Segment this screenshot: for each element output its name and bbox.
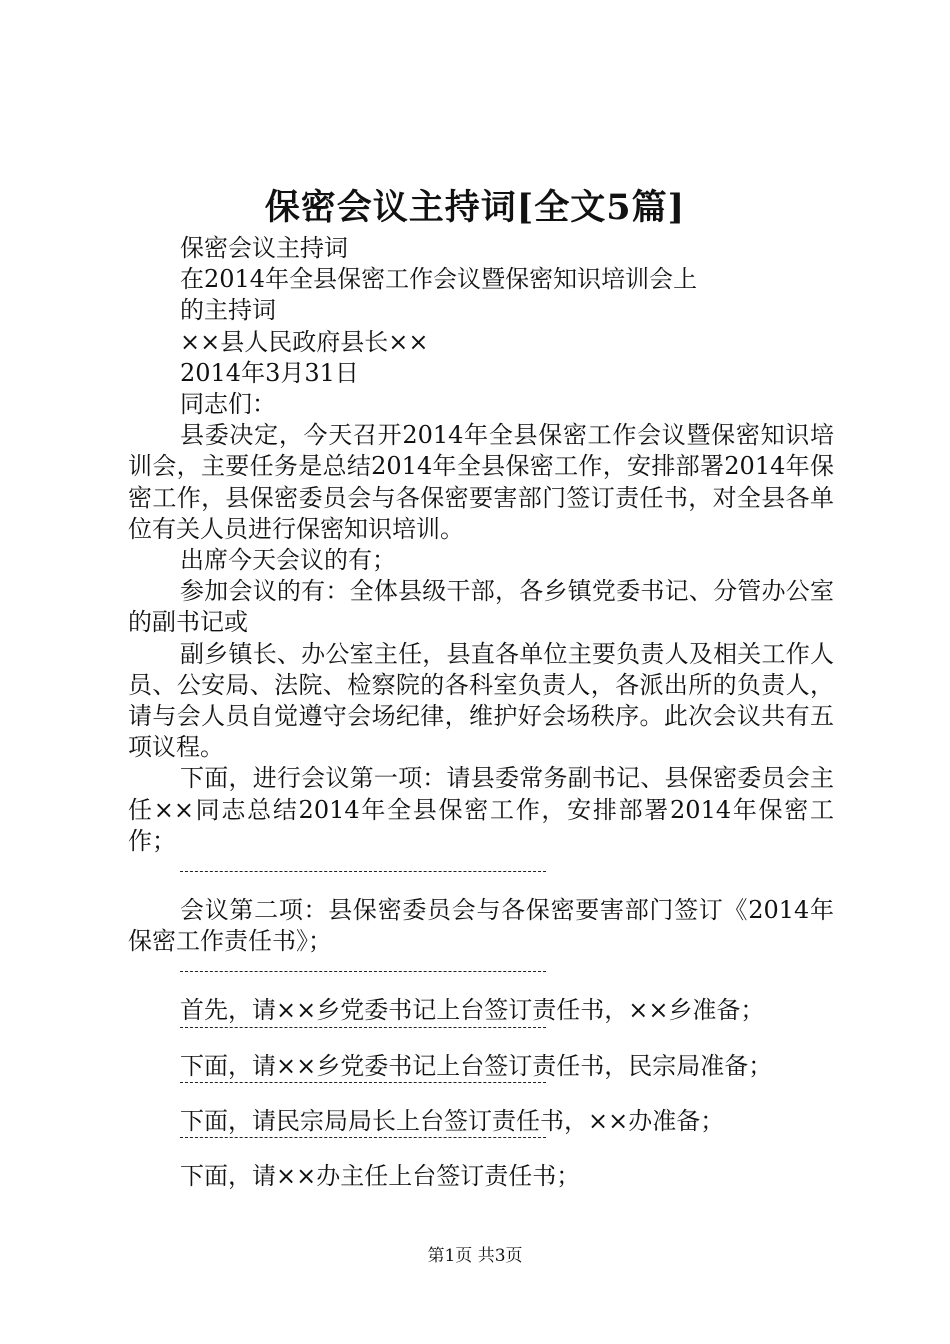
header-line: 的主持词 <box>180 296 276 325</box>
signing-line: 下面，请××乡党委书记上台签订责任书，民宗局准备； <box>180 1051 773 1080</box>
page-footer: 第1页 共3页 <box>427 1246 523 1266</box>
signing-line: 下面，请××办主任上台签订责任书； <box>180 1162 581 1191</box>
header-line: 保密会议主持词 <box>180 234 348 262</box>
spacer <box>128 973 834 995</box>
signing-line: 下面，请民宗局局长上台签订责任书，××办准备； <box>180 1106 725 1135</box>
spacer <box>128 857 834 871</box>
paragraph: 会议第二项：县保密委员会与各保密要害部门签订《2014年保密工作责任书》； <box>128 896 834 956</box>
spacer <box>128 957 834 971</box>
paragraph: 出席今天会议的有； <box>180 546 396 575</box>
header-line: 2014年3月31日 <box>180 358 359 387</box>
spacer <box>128 1084 834 1106</box>
header-line: 在2014年全县保密工作会议暨保密知识培训会上 <box>180 265 698 294</box>
spacer <box>128 1139 834 1161</box>
paragraph: 县委决定，今天召开2014年全县保密工作会议暨保密知识培训会，主要任务是总结2014年全县保密工作，安排部署2014年保密工作，县保密委员会与各保密要害部门签订责任书，对全县各单位有关人员进行保密知识培训。 <box>128 421 834 543</box>
document-body <box>128 233 834 1192</box>
spacer <box>128 1029 834 1051</box>
paragraph: 下面，进行会议第一项：请县委常务副书记、县保密委员会主任××同志总结2014年全县保密工作，安排部署2014年保密工作； <box>128 764 834 855</box>
signing-line: 首先，请××乡党委书记上台签订责任书，××乡准备； <box>180 996 765 1025</box>
paragraph: 副乡镇长、办公室主任，县直各单位主要负责人及相关工作人员、公安局、法院、检察院的各科室负责人，各派出所的负责人，请与会人员自觉遵守会场纪律，维护好会场秩序。此次会议共有五项议程。 <box>128 639 834 762</box>
spacer <box>128 873 834 895</box>
paragraph: 参加会议的有：全体县级干部，各乡镇党委书记、分管办公室的副书记或 <box>128 577 834 637</box>
salutation: 同志们： <box>180 390 276 419</box>
header-line: ××县人民政府县长×× <box>180 327 429 356</box>
document-title: 保密会议主持词[全文5篇] <box>264 187 686 228</box>
